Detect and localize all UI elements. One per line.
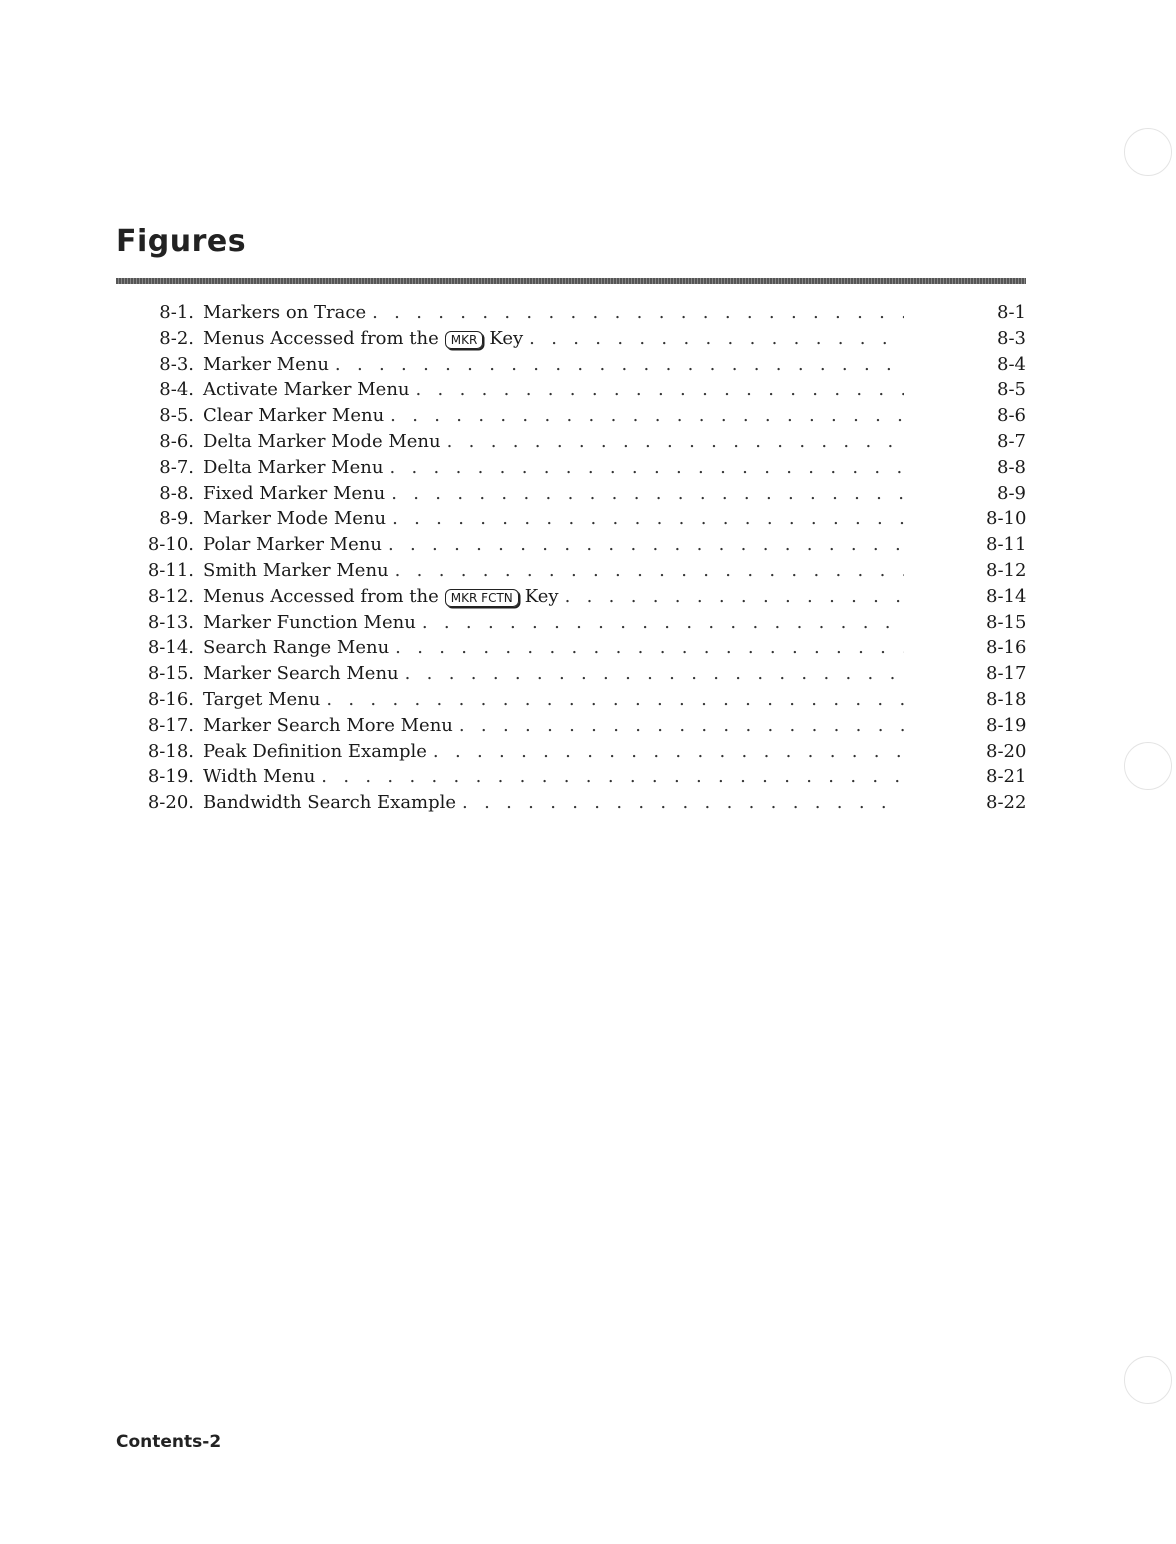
binder-hole-middle: [1124, 742, 1172, 790]
figure-page-number: 8-7: [997, 430, 1026, 452]
figure-title: Delta Marker Menu: [203, 456, 384, 478]
dot-leader: [391, 483, 904, 504]
figure-title: Smith Marker Menu: [203, 559, 389, 581]
figure-title: Activate Marker Menu: [203, 379, 410, 401]
figure-entry[interactable]: [130, 637, 1026, 663]
figure-page-number: 8-4: [997, 353, 1026, 375]
figure-title: Marker Search More Menu: [203, 714, 453, 736]
dot-leader: [326, 689, 904, 710]
figure-page-number: 8-17: [986, 663, 1027, 685]
figure-number: 8-12.: [147, 585, 194, 607]
figure-number: 8-16.: [147, 688, 194, 710]
figure-entry[interactable]: [130, 612, 1026, 638]
figure-entry[interactable]: [130, 354, 1026, 380]
figure-number: 8-17.: [147, 714, 194, 736]
dot-leader: [447, 431, 904, 452]
figure-page-number: 8-10: [986, 508, 1027, 530]
page-footer: Contents-2: [116, 1432, 222, 1452]
dot-leader: [392, 508, 904, 529]
figure-number: 8-4.: [159, 379, 194, 401]
figure-entry[interactable]: [130, 792, 1026, 818]
figure-number: 8-11.: [147, 559, 194, 581]
figure-number: 8-18.: [147, 740, 194, 762]
figure-title: Target Menu: [203, 688, 321, 710]
figure-number: 8-15.: [147, 663, 194, 685]
hardkey-label: MKR FCTN: [445, 589, 519, 607]
figure-entry[interactable]: [130, 560, 1026, 586]
figure-entry[interactable]: [130, 405, 1026, 431]
figure-title: Fixed Marker Menu: [203, 482, 386, 504]
figure-title: Markers on Trace: [203, 302, 367, 323]
dot-leader: [462, 792, 904, 813]
dot-leader: [416, 379, 905, 400]
dot-leader: [422, 612, 904, 633]
figure-entry[interactable]: [130, 379, 1026, 405]
figure-entry[interactable]: [130, 457, 1026, 483]
figure-list: [130, 302, 1026, 818]
figure-title-text: Menus Accessed from the: [203, 327, 439, 349]
figure-title: Polar Marker Menu: [203, 534, 382, 556]
dot-leader: [372, 302, 904, 323]
figure-entry[interactable]: [130, 663, 1026, 689]
figure-entry[interactable]: [130, 508, 1026, 534]
figure-number: 8-6.: [159, 430, 194, 452]
figure-entry[interactable]: [130, 741, 1026, 767]
hardkey-label: MKR: [445, 331, 484, 349]
dot-leader: [390, 405, 904, 426]
dot-leader: [405, 663, 904, 684]
figure-title: Peak Definition Example: [203, 740, 427, 762]
dot-leader: [565, 586, 904, 607]
figure-page-number: 8-15: [986, 611, 1027, 633]
figure-title-text: Key: [489, 327, 524, 349]
figure-entry[interactable]: [130, 586, 1026, 612]
page-title: Figures: [116, 224, 247, 259]
figure-entry[interactable]: [130, 431, 1026, 457]
figure-number: 8-2.: [159, 327, 194, 349]
figure-title: [203, 586, 559, 607]
binder-hole-bottom: [1124, 1356, 1172, 1404]
figure-page-number: 8-5: [997, 379, 1026, 401]
figure-entry[interactable]: [130, 302, 1026, 328]
figure-page-number: 8-22: [986, 792, 1027, 814]
figure-number: 8-5.: [159, 405, 194, 427]
figure-page-number: 8-16: [986, 637, 1027, 659]
figure-page-number: 8-21: [986, 766, 1027, 788]
dot-leader: [321, 766, 904, 787]
figure-page-number: 8-6: [997, 405, 1026, 427]
dot-leader: [433, 741, 904, 762]
figure-entry[interactable]: [130, 328, 1026, 354]
dot-leader: [388, 534, 904, 555]
title-rule: [116, 278, 1026, 284]
figure-title: Bandwidth Search Example: [203, 792, 457, 814]
figure-entry[interactable]: [130, 534, 1026, 560]
figure-number: 8-3.: [159, 353, 194, 375]
dot-leader: [529, 328, 904, 349]
figure-page-number: 8-12: [986, 559, 1027, 581]
dot-leader: [389, 457, 904, 478]
figure-title: Search Range Menu: [203, 637, 390, 659]
dot-leader: [395, 637, 904, 658]
figure-title: Marker Function Menu: [203, 611, 416, 633]
figure-page-number: 8-19: [986, 714, 1027, 736]
dot-leader: [335, 354, 904, 375]
figure-title: Marker Search Menu: [203, 663, 399, 685]
figure-number: 8-13.: [147, 611, 194, 633]
figure-number: 8-19.: [147, 766, 194, 788]
binder-hole-top: [1124, 128, 1172, 176]
dot-leader: [459, 715, 904, 736]
figure-title: [203, 328, 523, 349]
figure-number: 8-10.: [147, 534, 194, 556]
figure-page-number: 8-9: [997, 482, 1026, 504]
figure-entry[interactable]: [130, 483, 1026, 509]
figure-page-number: 8-14: [986, 585, 1027, 607]
figure-title: Marker Mode Menu: [203, 508, 387, 530]
figure-title: Marker Menu: [203, 353, 329, 375]
figure-title-text: Key: [524, 585, 559, 607]
figure-entry[interactable]: [130, 766, 1026, 792]
dot-leader: [395, 560, 904, 581]
figure-number: 8-20.: [147, 792, 194, 814]
figure-title: Clear Marker Menu: [203, 405, 385, 427]
figure-title: Width Menu: [203, 766, 316, 788]
figure-page-number: 8-8: [997, 456, 1026, 478]
figure-number: 8-14.: [147, 637, 194, 659]
figure-page-number: 8-20: [986, 740, 1027, 762]
figure-number: 8-1.: [159, 302, 194, 323]
figure-number: 8-7.: [159, 456, 194, 478]
figure-page-number: 8-11: [986, 534, 1027, 556]
figure-title-text: Menus Accessed from the: [203, 585, 439, 607]
figure-number: 8-8.: [159, 482, 194, 504]
figure-title: Delta Marker Mode Menu: [203, 430, 441, 452]
figure-entry[interactable]: [130, 715, 1026, 741]
figure-page-number: 8-18: [986, 688, 1027, 710]
figure-page-number: 8-1: [997, 302, 1026, 323]
figure-number: 8-9.: [159, 508, 194, 530]
figure-page-number: 8-3: [997, 327, 1026, 349]
figure-entry[interactable]: [130, 689, 1026, 715]
